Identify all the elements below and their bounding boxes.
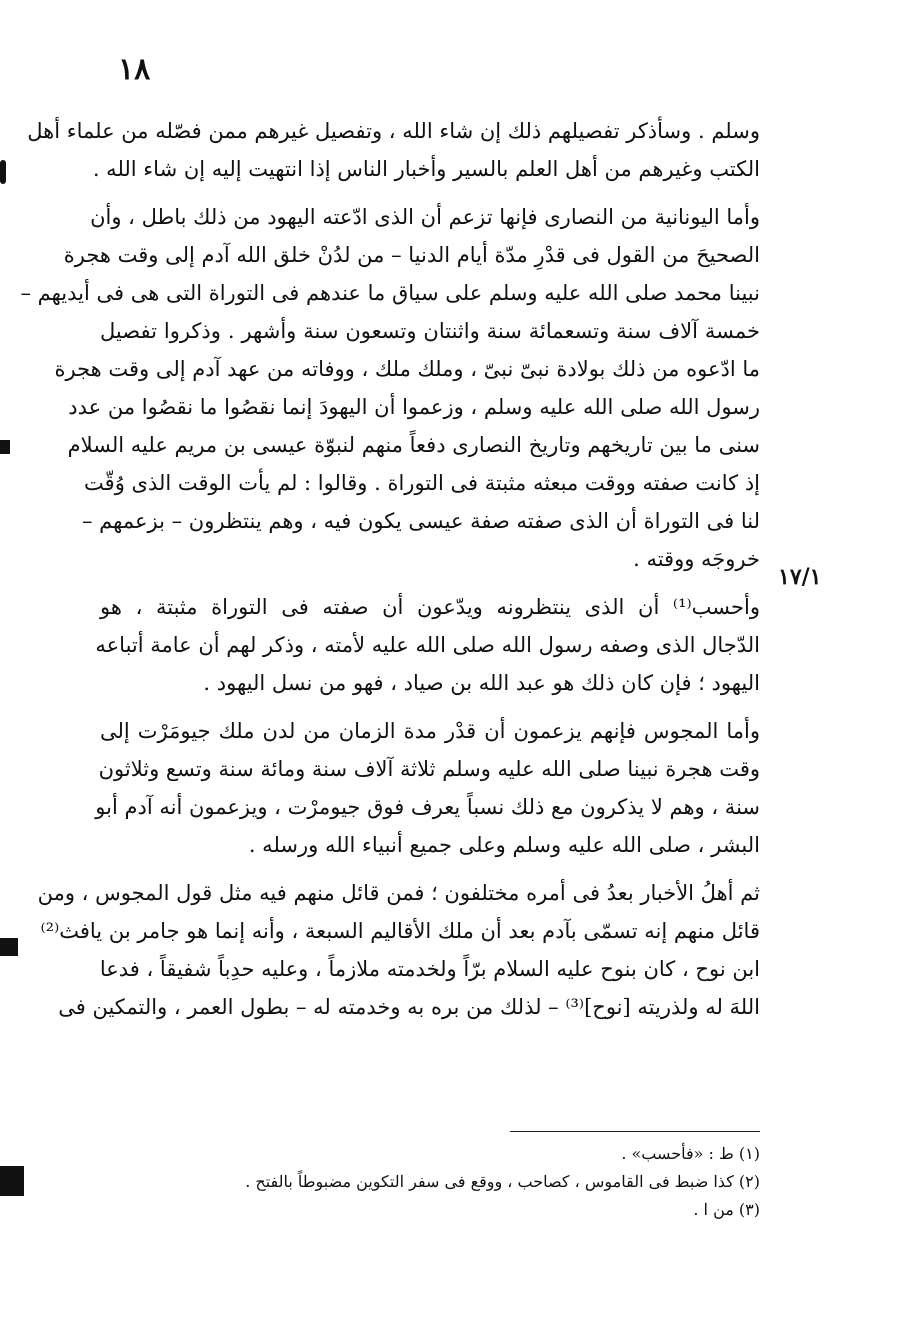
margin-reference: ١٧/١ [778,564,822,590]
text-line: اليهود ؛ فإن كان ذلك هو عبد الله بن صياد ، فهو من نسل اليهود . [203,671,760,695]
text-line: لنا فى التوراة أن الذى صفته صفة عيسى يكون فيه ، وهم ينتظرون – بزعمهم – [82,509,760,533]
text-line: اللهَ له ولذريته [نوح]⁽³⁾ – لذلك من بره به وخدمته له – بطول العمر ، والتمكين فى [58,995,760,1019]
text-line: وأما اليونانية من النصارى فإنها تزعم أن الذى ادّعته اليهود من ذلك باطل ، وأن [90,205,760,229]
text-line: ابن نوح ، كان بنوح عليه السلام برّاً ولخدمته ملازماً ، وعليه حدِباً شفيقاً ، فدعا [99,957,760,981]
text-line: ما ادّعوه من ذلك بولادة نبىّ نبىّ ، وملك ملك ، ووفاته من عهد آدم إلى وقت هجرة [54,357,760,381]
paragraph [27,112,760,188]
footnote: (٣) من ا . [693,1200,760,1219]
text-line: سنى ما بين تاريخهم وتاريخ النصارى دفعاً منهم لنبوّة عيسى بن مريم عليه السلام [67,433,760,457]
text-line: البشر ، صلى الله عليه وسلم وعلى جميع أنبياء الله ورسله . [248,833,760,857]
body-text [20,112,760,1026]
text-line: وأحسب⁽¹⁾ أن الذى ينتظرونه ويدّعون أن صفته فى التوراة مثبتة ، هو [100,595,760,619]
scan-edge-mark [0,1166,24,1196]
text-line: الصحيحَ من القول فى قدْرِ مدّة أيام الدنيا – من لدُنْ خلق الله آدم إلى وقت هجرة [63,243,760,267]
text-line: رسول الله صلى الله عليه وسلم ، وزعموا أن اليهودَ إنما نقصُوا ما نقصُوا من عدد [68,395,760,419]
text-line: سنة ، وهم لا يذكرون مع ذلك نسباً يعرف فوق جيومرْت ، ويزعمون أنه آدم أبو [95,795,760,819]
footnote-divider [510,1131,760,1132]
text-line: خمسة آلاف سنة وتسعمائة سنة واثنتان وتسعون سنة وأشهر . وذكروا تفصيل [100,319,760,343]
text-line: وقت هجرة نبينا صلى الله عليه وسلم ثلاثة آلاف سنة ومائة سنة وتسع وثلاثون [98,757,760,781]
paragraph [20,198,760,578]
scan-edge-mark [0,938,18,956]
text-line: الدّجال الذى وصفه رسول الله صلى الله عليه لأمته ، وذكر لهم أن عامة أتباعه [95,633,760,657]
text-line: الكتب وغيرهم من أهل العلم بالسير وأخبار الناس إذا انتهيت إليه إن شاء الله . [92,157,760,181]
paragraph [37,874,760,1026]
text-line: وسلم . وسأذكر تفصيلهم ذلك إن شاء الله ، وتفصيل غيرهم ممن فصّله من علماء أهل [27,119,760,143]
text-line: ثم أهلُ الأخبار بعدُ فى أمره مختلفون ؛ فمن قائل منهم فيه مثل قول المجوس ، ومن [37,881,760,905]
text-line: نبينا محمد صلى الله عليه وسلم على سياق ما عندهم فى التوراة التى هى فى أيديهم – [20,281,760,305]
text-line: وأما المجوس فإنهم يزعمون أن قدْر مدة الزمان من لدن ملك جيومَرْت إلى [100,719,760,743]
text-line: إذ كانت صفته ووقت مبعثه مثبتة فى التوراة . وقالوا : لم يأت الوقت الذى وُقّت [84,471,760,495]
page-number: ١٨ [118,52,151,87]
scan-edge-mark [0,160,6,184]
scan-edge-mark [0,440,10,454]
footnote: (٢) كذا ضبط فى القاموس ، كصاحب ، ووقع فى سفر التكوين مضبوطاً بالفتح . [245,1172,760,1191]
text-line: خروجَه ووقته . [633,547,760,571]
footnotes [245,1140,760,1224]
paragraph [95,712,760,864]
paragraph [95,588,760,702]
text-line: قائل منهم إنه تسمّى بآدم بعد أن ملك الأقاليم السبعة ، وأنه إنما هو جامر بن يافث⁽²⁾ [40,919,760,943]
footnote: (١) ط : «فأحسب» . [621,1144,760,1163]
